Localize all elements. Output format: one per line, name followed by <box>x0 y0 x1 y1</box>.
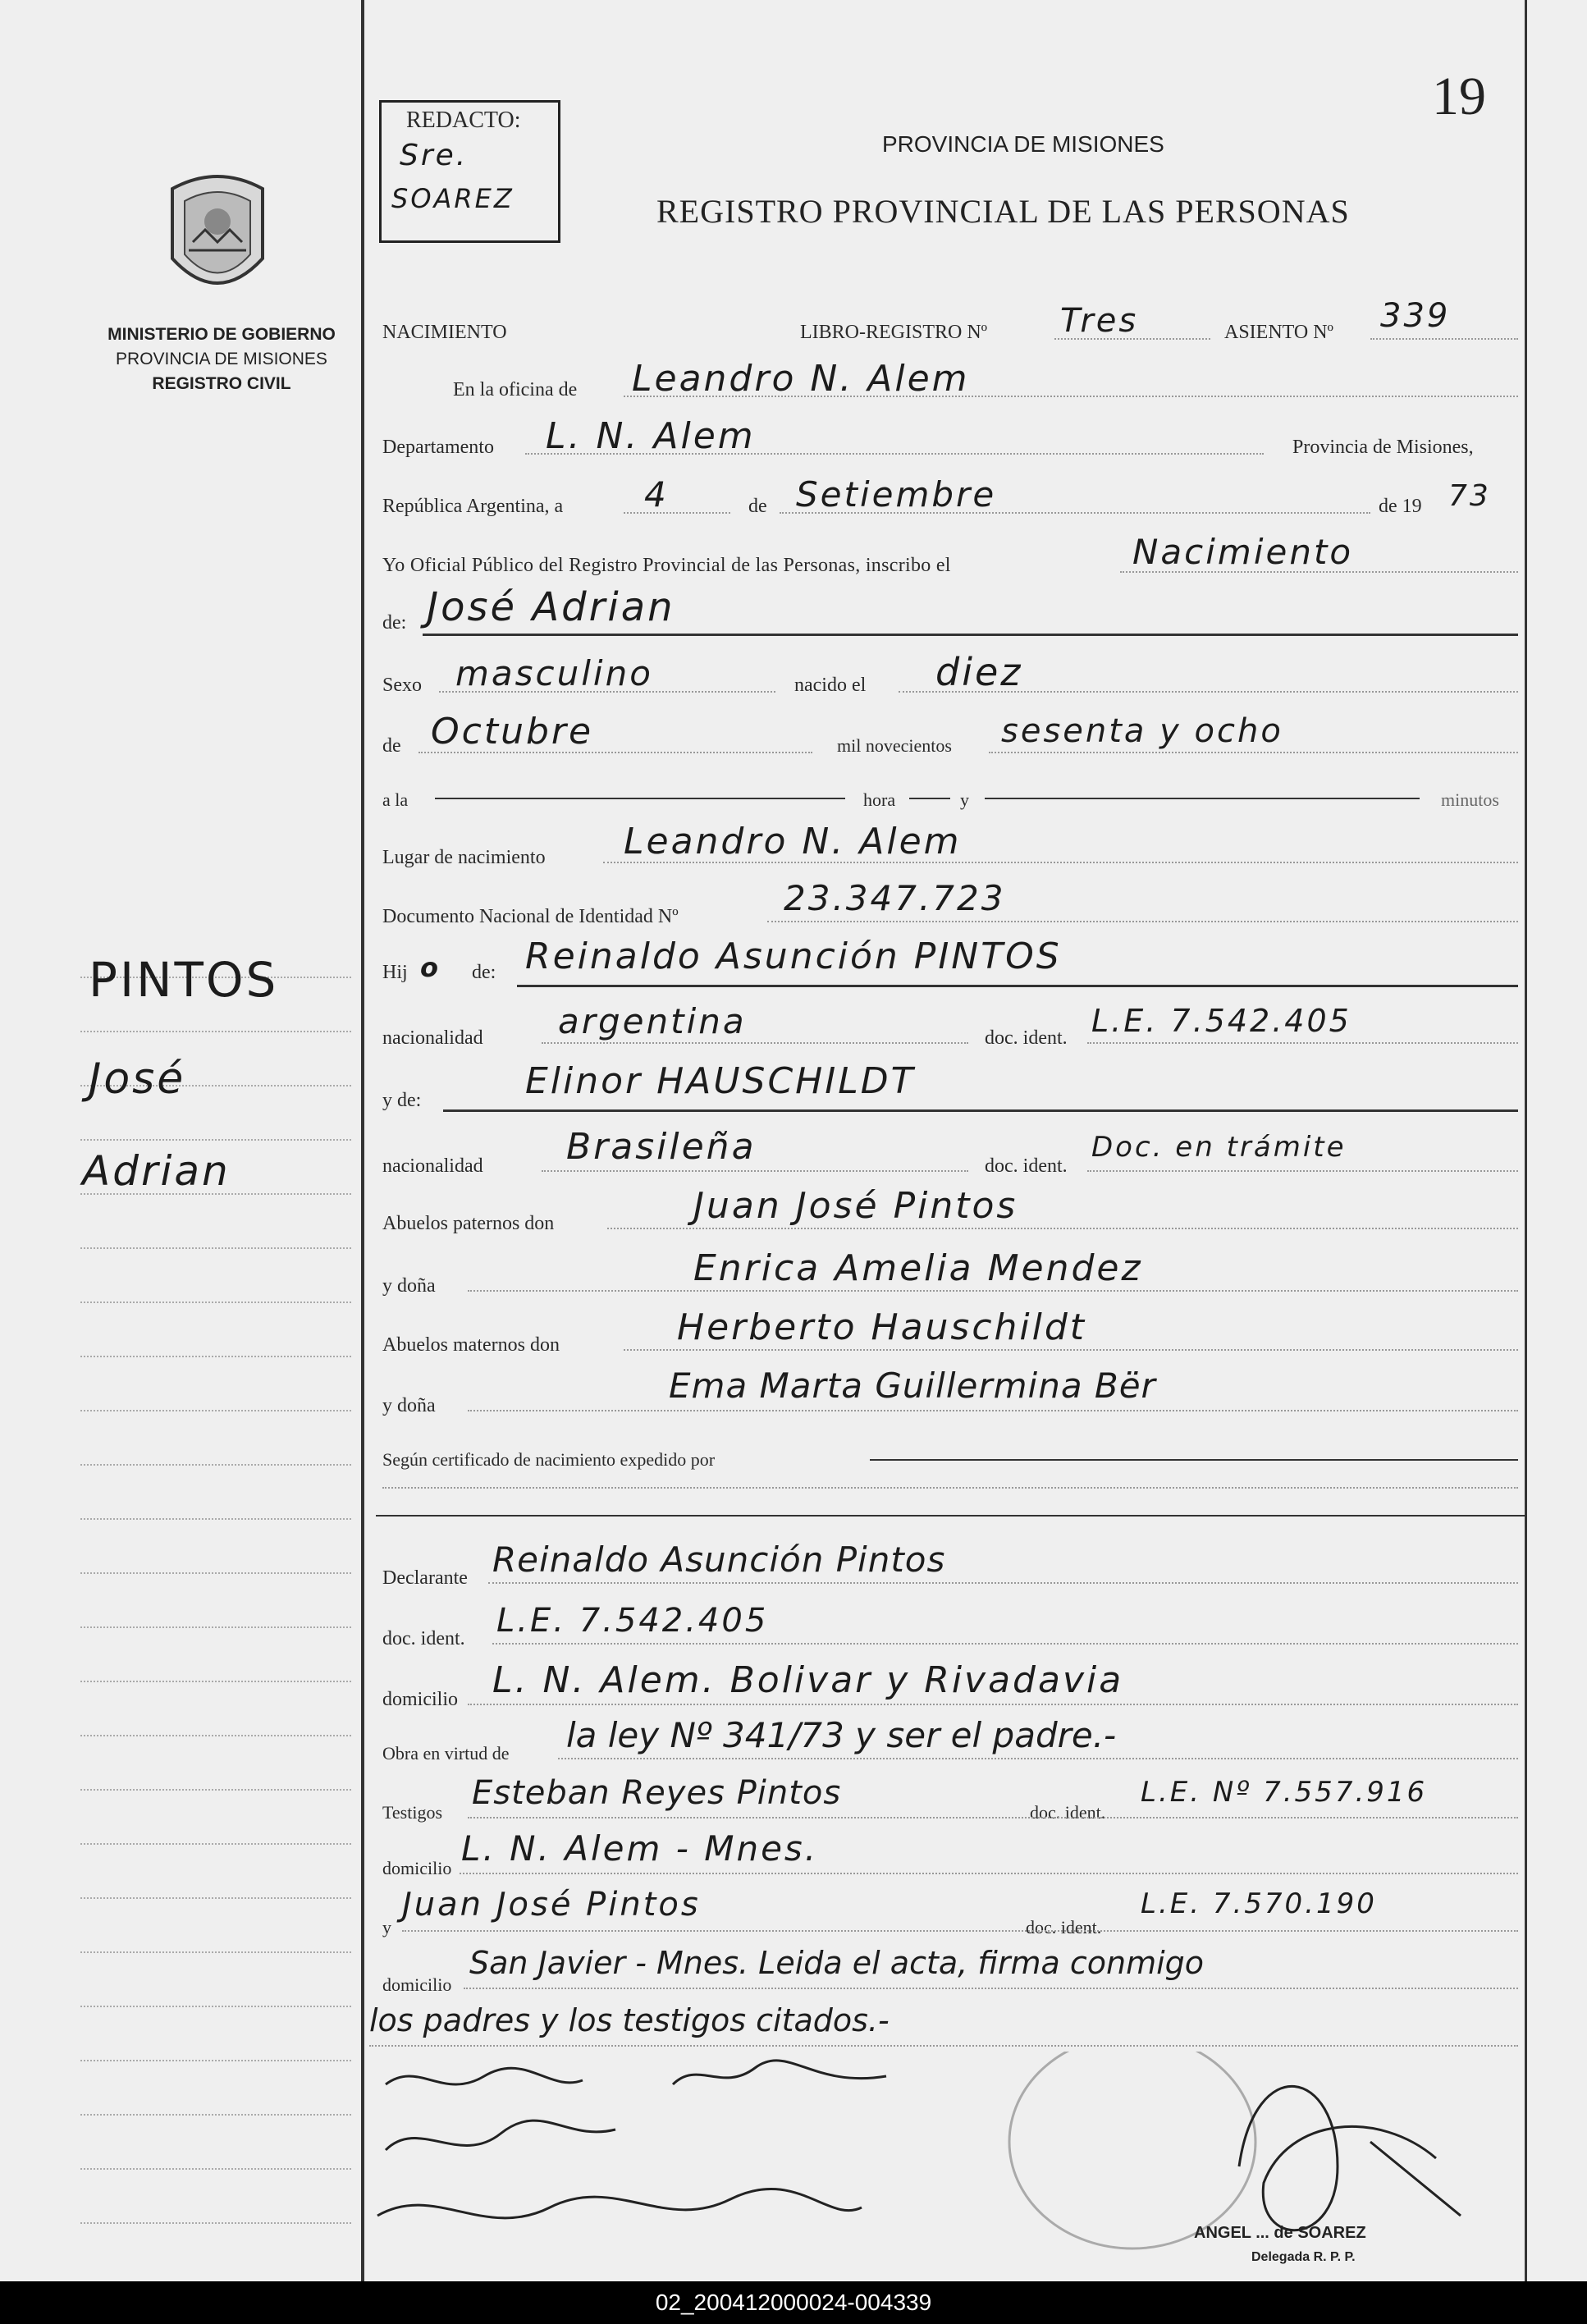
margin-rule <box>80 1031 351 1032</box>
label-abuela-materna: y doña <box>382 1395 436 1416</box>
official-title: Delegada R. P. P. <box>1251 2250 1356 2264</box>
margin-rule <box>80 1843 351 1845</box>
value-doc-testigo-2: L.E. 7.570.190 <box>1141 1887 1377 1920</box>
value-oficina: Leandro N. Alem <box>632 358 970 400</box>
label-libro: LIBRO-REGISTRO Nº <box>800 322 988 343</box>
label-abuelo-materno: Abuelos maternos don <box>382 1334 560 1356</box>
margin-second-name: Adrian <box>82 1147 231 1195</box>
value-hijo-suffix: o <box>420 952 441 983</box>
value-doc-testigo-1: L.E. Nº 7.557.916 <box>1141 1776 1428 1809</box>
value-domicilio-testigo-1: L. N. Alem - Mnes. <box>461 1828 819 1869</box>
label-doc-testigo-1: doc. ident. <box>1030 1802 1106 1823</box>
header-registry: REGISTRO PROVINCIAL DE LAS PERSONAS <box>656 193 1350 230</box>
value-dni: 23.347.723 <box>784 878 1006 918</box>
label-de-mes: de <box>382 735 401 757</box>
label-y-testigo-2: y <box>382 1917 391 1937</box>
label-testigos: Testigos <box>382 1802 443 1823</box>
value-testigo-2: Juan José Pintos <box>402 1886 701 1924</box>
seal-ministry: MINISTERIO DE GOBIERNO <box>107 325 336 344</box>
label-nacionalidad-padre: nacionalidad <box>382 1027 483 1049</box>
label-nacido: nacido el <box>794 675 867 696</box>
value-doc-ident: L.E. 7.542.405 <box>496 1602 769 1640</box>
value-abuelo-materno: Herberto Hauschildt <box>677 1306 1087 1348</box>
stamp-circle <box>1009 2052 1255 2249</box>
value-abuela-materna: Ema Marta Guillermina Bër <box>669 1366 1156 1406</box>
margin-rule <box>80 1410 351 1411</box>
value-obra: la ley Nº 341/73 y ser el padre.- <box>566 1715 1117 1755</box>
label-de-nombre: de: <box>382 612 407 634</box>
redacto-line1: Sre. <box>400 139 469 172</box>
label-oficina: En la oficina de <box>453 379 578 400</box>
value-libro: Tres <box>1060 302 1139 340</box>
value-continuacion: los padres y los testigos citados.- <box>369 2002 890 2038</box>
value-madre: Elinor HAUSCHILDT <box>525 1060 916 1102</box>
header-province: PROVINCIA DE MISIONES <box>882 131 1164 157</box>
value-mes: Setiembre <box>796 474 997 515</box>
redacto-box <box>379 100 560 243</box>
value-anio-nacimiento: sesenta y ocho <box>1001 712 1283 750</box>
margin-rule <box>80 2168 351 2170</box>
value-lugar: Leandro N. Alem <box>624 821 962 862</box>
label-abuela-paterna: y doña <box>382 1275 436 1297</box>
margin-rule <box>80 1139 351 1141</box>
margin-surname: PINTOS <box>89 952 279 1008</box>
signatures <box>369 2052 1518 2281</box>
margin-rule <box>80 2114 351 2116</box>
value-nombre: José Adrian <box>427 584 675 630</box>
redacto-label: REDACTO: <box>406 108 521 133</box>
label-de: de <box>748 496 767 517</box>
label-dni: Documento Nacional de Identidad Nº <box>382 906 679 927</box>
margin-rule <box>80 1951 351 1953</box>
label-domicilio: domicilio <box>382 1689 458 1710</box>
value-departamento: L. N. Alem <box>546 415 756 457</box>
value-nacionalidad-padre: argentina <box>558 1001 747 1041</box>
margin-rule <box>80 1572 351 1574</box>
value-doc-madre: Doc. en trámite <box>1091 1131 1347 1164</box>
value-sexo: masculino <box>455 653 653 693</box>
margin-rule <box>80 2222 351 2224</box>
label-nacimiento: NACIMIENTO <box>382 322 507 343</box>
value-padre: Reinaldo Asunción PINTOS <box>525 936 1062 977</box>
label-lugar: Lugar de nacimiento <box>382 847 546 868</box>
margin-rule <box>80 1681 351 1682</box>
label-anio: de 19 <box>1379 496 1422 517</box>
coat-of-arms-seal <box>156 168 279 312</box>
label-doc-madre: doc. ident. <box>985 1155 1068 1177</box>
label-hijo-de: de: <box>472 962 496 983</box>
label-domicilio-testigo-2: domicilio <box>382 1974 452 1995</box>
margin-rule <box>80 1626 351 1628</box>
value-mes-nacimiento: Octubre <box>431 711 594 753</box>
label-y: y <box>960 789 969 810</box>
value-acto: Nacimiento <box>1132 532 1354 572</box>
label-segun: Según certificado de nacimiento expedido por <box>382 1449 716 1470</box>
seal-office: REGISTRO CIVIL <box>152 374 291 393</box>
redacto-line2: SOAREZ <box>391 183 515 214</box>
margin-rule <box>80 1247 351 1249</box>
value-domicilio: L. N. Alem. Bolivar y Rivadavia <box>492 1659 1124 1701</box>
value-doc-padre: L.E. 7.542.405 <box>1091 1003 1351 1039</box>
label-departamento: Departamento <box>382 437 494 458</box>
margin-rule-left <box>361 0 364 2281</box>
margin-rule <box>80 2060 351 2061</box>
margin-first-name: José <box>89 1054 186 1104</box>
value-abuelo-paterno: Juan José Pintos <box>693 1185 1018 1227</box>
value-nacionalidad-madre: Brasileña <box>566 1126 757 1168</box>
label-obra: Obra en virtud de <box>382 1743 510 1764</box>
seal-province: PROVINCIA DE MISIONES <box>116 350 327 368</box>
value-declarante: Reinaldo Asunción Pintos <box>492 1539 946 1580</box>
label-asiento: ASIENTO Nº <box>1224 322 1333 343</box>
label-republica: República Argentina, a <box>382 496 564 517</box>
label-yo-oficial: Yo Oficial Público del Registro Provincial de las Personas, inscribo el <box>382 555 951 576</box>
value-abuela-paterna: Enrica Amelia Mendez <box>693 1247 1143 1289</box>
label-hora: hora <box>863 789 896 810</box>
label-doc-padre: doc. ident. <box>985 1027 1068 1049</box>
value-domicilio-testigo-2: San Javier - Mnes. Leida el acta, firma conmigo <box>469 1945 1205 1981</box>
value-testigo-1: Esteban Reyes Pintos <box>472 1774 842 1812</box>
label-doc-testigo-2: doc. ident. <box>1026 1917 1102 1937</box>
margin-rule <box>80 1302 351 1303</box>
label-abuelo-paterno: Abuelos paternos don <box>382 1213 555 1234</box>
footer-id: 02_200412000024-004339 <box>0 2281 1587 2324</box>
margin-rule <box>80 1789 351 1791</box>
value-dia: 4 <box>644 474 669 515</box>
label-mil-novecientos: mil novecientos <box>837 735 952 756</box>
label-minutos: minutos <box>1441 789 1499 810</box>
label-nacionalidad-madre: nacionalidad <box>382 1155 483 1177</box>
label-declarante: Declarante <box>382 1567 468 1589</box>
label-doc-ident: doc. ident. <box>382 1628 465 1649</box>
margin-rule <box>80 1897 351 1899</box>
margin-rule <box>80 1735 351 1736</box>
value-nacido: diez <box>935 650 1023 694</box>
label-provincia: Provincia de Misiones, <box>1292 437 1474 458</box>
margin-rule <box>80 1356 351 1357</box>
margin-rule <box>80 1464 351 1466</box>
margin-rule <box>80 2006 351 2007</box>
label-sexo: Sexo <box>382 675 422 696</box>
label-a-la: a la <box>382 789 409 810</box>
label-y-de: y de: <box>382 1090 422 1111</box>
value-asiento: 339 <box>1380 297 1451 335</box>
label-hijo: Hij <box>382 962 408 983</box>
official-name: ANGEL ... de SOAREZ <box>1194 2224 1366 2242</box>
page-number: 19 <box>1432 66 1486 126</box>
margin-rule <box>80 1518 351 1520</box>
label-domicilio-testigo-1: domicilio <box>382 1858 452 1878</box>
margin-rule-right <box>1525 0 1527 2281</box>
value-anio: 73 <box>1448 479 1491 513</box>
